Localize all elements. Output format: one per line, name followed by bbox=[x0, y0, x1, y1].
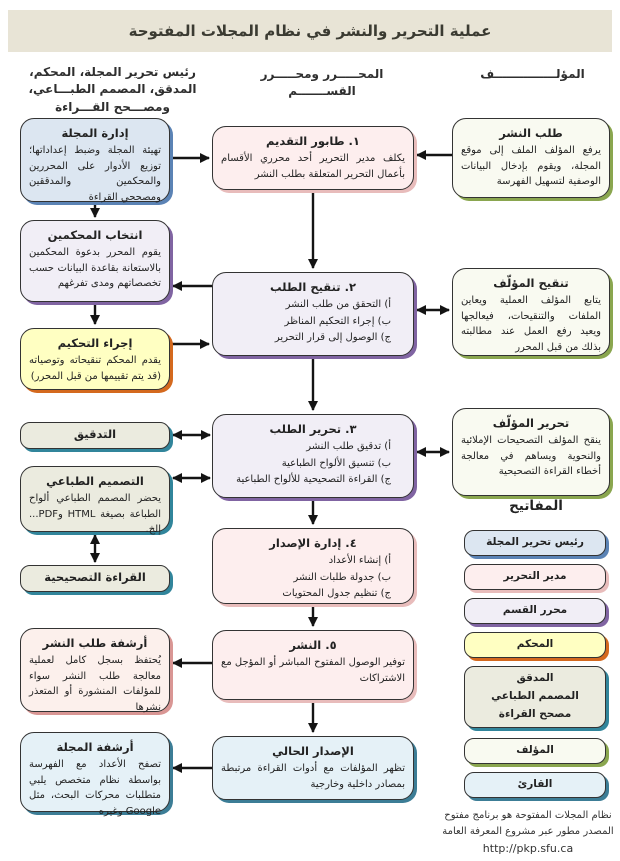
box-review-conduct bbox=[20, 328, 170, 390]
legend-item-author bbox=[464, 738, 606, 764]
footer-line1: نظام المجلات المفتوحة هو برنامج مفتوح bbox=[444, 810, 612, 821]
legend-item-copyeditor-layout-proofreader bbox=[464, 666, 606, 728]
legend-label: مصحح القراءة bbox=[498, 707, 572, 720]
legend-item-reader bbox=[464, 772, 606, 798]
box-submission-archive bbox=[20, 628, 170, 712]
box-step3-submission-editing bbox=[212, 414, 414, 498]
box-author-editing bbox=[452, 408, 610, 496]
box-list-item: ج) تنظيم جدول المحتويات bbox=[282, 588, 391, 599]
column-header-editor: المحـــــرر ومحـــــرر القســـــــم bbox=[260, 67, 384, 99]
legend-label: المصمم الطباعي bbox=[491, 690, 579, 703]
box-current-issue bbox=[212, 736, 414, 800]
legend-label: القارئ bbox=[517, 778, 553, 791]
legend-label: المحكم bbox=[516, 638, 554, 651]
box-title: التدقيق bbox=[73, 427, 117, 441]
box-body: يقدم المحكم تنقيحاته وتوصياته (قد يتم تقييمها من قبل المحرر) bbox=[29, 355, 161, 382]
box-list-item: ب) جدولة طلبات النشر bbox=[293, 571, 391, 583]
box-body: تظهر المؤلفات مع أدوات القراءة مرتبطة بمصادر داخلية وخارجية bbox=[221, 763, 405, 790]
box-body: يقوم المحرر بدعوة المحكمين بالاستعانة بقاعدة البيانات حسب تخصصاتهم ومدى تفرغهم bbox=[29, 247, 161, 289]
box-body: توفير الوصول المفتوح المباشر أو المؤجل مع الاشتراكات bbox=[221, 657, 405, 684]
box-proofreading bbox=[20, 565, 170, 592]
box-submission-request bbox=[452, 118, 610, 198]
box-layout-design bbox=[20, 466, 170, 535]
legend-item-managing-editor bbox=[464, 564, 606, 590]
legend-item-section-editor bbox=[464, 598, 606, 624]
box-title: القراءة التصحيحية bbox=[44, 570, 146, 584]
box-step4-issue-management bbox=[212, 528, 414, 604]
box-body: يُحتفظ بسجل كامل لعملية معالجة طلب النشر سواء للمؤلفات المنشورة أو المتعذر نشرها bbox=[29, 655, 161, 713]
box-title: الإصدار الحالي bbox=[272, 744, 354, 758]
box-title: ٤. إدارة الإصدار bbox=[269, 536, 357, 550]
box-body: يحضر المصمم الطباعي ألواح الطباعة بصيغة HTML وPDF... إلخ. bbox=[29, 493, 161, 535]
box-title: ٢. تنقيح الطلب bbox=[269, 280, 356, 294]
box-list-item: أ) تدقيق طلب النشر bbox=[306, 441, 391, 452]
box-list-item: أ) التحقق من طلب النشر bbox=[285, 299, 391, 310]
box-list-item: ج) القراءة التصحيحية للألواح الطباعية bbox=[236, 474, 391, 485]
box-checking bbox=[20, 422, 170, 449]
box-title: ٣. تحرير الطلب bbox=[269, 422, 357, 436]
box-title: تنقيح المؤلّف bbox=[493, 276, 569, 290]
legend-label: رئيس تحرير المجلة bbox=[486, 536, 584, 549]
diagram-title: عملية التحرير والنشر في نظام المجلات المفتوحة bbox=[128, 22, 492, 40]
box-body: تهيئة المجلة وضبط إعداداتها؛ توزيع الأدوار على المحررين والمحكمين والمدققين ومصححي القراءة bbox=[29, 145, 161, 203]
box-step2-submission-review bbox=[212, 272, 414, 356]
box-list-item: ب) إجراء التحكيم المناظر bbox=[284, 315, 391, 327]
box-title: ١. طابور التقديم bbox=[266, 134, 360, 148]
column-header-staff: رئيس تحرير المجلة، المحكم، المدقق، المصمم الطبـــاعي، ومصـــحح القـــراءة bbox=[28, 65, 197, 114]
box-title: أرشفة طلب النشر bbox=[42, 636, 148, 650]
box-body: يرفع المؤلف الملف إلى موقع المجلة، ويقوم بإدخال البيانات الوصفية لتسهيل الفهرسة bbox=[461, 145, 601, 187]
box-title: أرشفة المجلة bbox=[56, 740, 134, 754]
box-body: ينقح المؤلف التصحيحات الإملائية والنحوية ويساهم في معالجة أخطاء القراءة التصحيحية bbox=[461, 435, 601, 477]
legend-title: المفاتيح bbox=[509, 498, 563, 514]
box-journal-archive bbox=[20, 732, 170, 817]
column-header-author: المؤلـــــــــــــــف bbox=[480, 67, 585, 81]
legend-label: المؤلف bbox=[516, 744, 554, 757]
box-body: يكلف مدير التحرير أحد محرري الأقسام بأعمال التحرير المتعلقة بطلب النشر bbox=[221, 153, 405, 180]
box-list-item: ب) تنسيق الألواح الطباعية bbox=[281, 457, 391, 469]
box-list-item: ج) الوصول إلى قرار التحرير bbox=[274, 332, 391, 343]
legend-label: مدير التحرير bbox=[503, 570, 567, 583]
diagram-title-bar bbox=[8, 10, 612, 52]
footer-line2: المصدر مطور عبر مشروع المعرفة العامة bbox=[442, 826, 614, 837]
legend-label: محرر القسم bbox=[502, 604, 568, 617]
legend-item-editor-in-chief bbox=[464, 530, 606, 556]
box-journal-management bbox=[20, 118, 170, 202]
box-title: إدارة المجلة bbox=[61, 126, 129, 140]
box-list-item: أ) إنشاء الأعداد bbox=[328, 555, 391, 566]
box-title: تحرير المؤلّف bbox=[492, 416, 570, 430]
box-title: طلب النشر bbox=[499, 126, 563, 140]
legend-item-reviewer bbox=[464, 632, 606, 658]
box-step1-submission-queue bbox=[212, 126, 414, 190]
box-title: التصميم الطباعي bbox=[46, 474, 144, 488]
box-reviewer-selection bbox=[20, 220, 170, 302]
box-author-revision bbox=[452, 268, 610, 356]
box-title: إجراء التحكيم bbox=[57, 336, 133, 350]
box-body: يتابع المؤلف العملية ويعاين الملفات والتنقيحات، فيعالجها ويعيد رفع العمل عند مطالبته بذلك من قبل المحرر bbox=[461, 295, 601, 353]
box-step5-publishing bbox=[212, 630, 414, 700]
box-body: تصفح الأعداد مع الفهرسة بواسطة نظام متخصص يلبي متطلبات محركات البحث، مثل Google وغيره bbox=[29, 759, 161, 817]
box-title: انتخاب المحكمين bbox=[47, 228, 143, 242]
legend-label: المدقق bbox=[516, 672, 554, 685]
pkp-url-link[interactable]: http://pkp.sfu.ca bbox=[482, 842, 574, 855]
footer-note bbox=[442, 808, 614, 858]
box-title: ٥. النشر bbox=[289, 638, 337, 652]
